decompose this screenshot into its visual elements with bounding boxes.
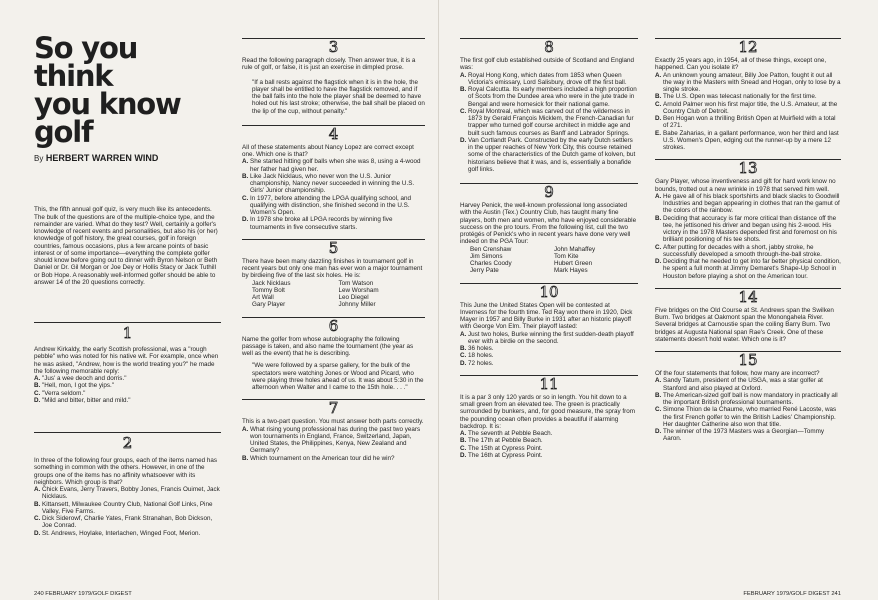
name-list-item: Tommy Bolt: [252, 286, 285, 294]
name-list-item: Jack Nicklaus: [252, 279, 291, 287]
answer-options: [460, 430, 638, 459]
answer-options: [34, 375, 221, 404]
answer-option: A. He gave all of his black sportshirts and black slacks to Goodwill Industries and began appearing in clothes that ran the gamut of the colors of the rainbow.: [655, 192, 840, 215]
column-2: [242, 38, 425, 462]
answer-option: A. Royal Hong Kong, which dates from 1853 when Queen Victoria's emissary, Lord Salisbury, drove off the first ball.: [460, 71, 627, 86]
title-line-2: you know golf: [34, 87, 181, 149]
answer-option: A. "Jus' a wee deoch and dorris.": [34, 375, 127, 382]
question-7: [242, 399, 425, 462]
page-folio-left: 240 FEBRUARY 1979/GOLF DIGEST: [34, 591, 132, 597]
answer-option: C. Dick Siderowf, Charlie Yates, Frank Stranahan, Bob Dickson, Joe Conrad.: [34, 515, 213, 530]
section-rule: [34, 322, 221, 323]
question-quote: "If a ball rests against the flagstick when it is in the hole, the player shall be entitled to have the flagstick removed, and if the ball falls into the hole the player shall be deemed to have holed out his last stroke; otherwise, the ball shall be placed on the lip of the cup, without penalty.": [252, 78, 425, 115]
question-text: There have been many dazzling finishes in tournament golf in recent years but only one man has ever won a major tournament by birdieing five of the last six holes. He is:: [242, 257, 423, 280]
name-list-item: Tom Watson: [338, 279, 374, 287]
question-text: All of these statements about Nancy Lopez are correct except one. Which one is that?: [242, 143, 414, 158]
name-list-item: Mark Hayes: [554, 267, 588, 275]
question-text: This June the United States Open will be contested at Inverness for the fourth time. Ted Ray won there in 1920, Dick Mayer in 1957 and Billy Burke in 1931 after an historic playoff with George Von Elm. Their playoff lasted:: [460, 301, 633, 331]
column-4: [655, 38, 841, 443]
page-gutter: [438, 0, 439, 600]
answer-option: A. Just two holes, Burke winning the first sudden-death playoff ever with a birdie on the second.: [460, 330, 634, 345]
answer-option: A. Sandy Tatum, president of the USGA, was a star golfer at Stanford and also played at Oxford.: [655, 377, 823, 392]
question-6: [242, 317, 425, 392]
answer-options: [242, 426, 425, 462]
question-11: [460, 375, 638, 459]
answer-option: C. Arnold Palmer won his first major title, the U.S. Amateur, at the Country Club of Detroit.: [655, 100, 838, 115]
name-list-item: Art Wall: [252, 294, 274, 301]
article-title: [34, 0, 221, 149]
answer-option: C. Simone Thion de la Chaume, who married René Lacoste, was the first French golfer to win the British Ladies' Championship. Her daughter Catherine also won that title.: [655, 406, 837, 428]
question-number: 12: [738, 38, 758, 56]
answer-option: A. An unknown young amateur, Billy Joe Patton, fought it out all the way in the Masters with Snead and Hogan, only to lose by a single stroke.: [655, 71, 841, 93]
answer-option: B. The 17th at Pebble Beach.: [460, 437, 543, 445]
question-4: [242, 125, 425, 231]
question-10: [460, 283, 638, 367]
question-number: 7: [328, 399, 339, 418]
question-text: Exactly 25 years ago, in 1954, all of these things, except one, happened. Can you isolate it?: [655, 57, 827, 72]
question-text: In three of the following four groups, each of the items named has something in common with the others. However, in one of the groups one of the items has no affinity whatsoever with its neighbors. Which group is that?: [34, 457, 218, 486]
answer-option: A. What rising young professional has during the past two years won tournaments in England, France, Switzerland, Japan, United States, the Philippines, Kenya, New Zealand and Germany?: [242, 425, 421, 455]
question-3: [242, 38, 425, 115]
name-list-item: Gary Player: [252, 301, 286, 309]
answer-options: [655, 193, 841, 280]
answer-option: C. In 1977, before attending the LPGA qualifying school, and qualifying with distinction, she finished second in the U.S. Women's Open.: [242, 194, 412, 216]
answer-option: B. 36 holes.: [460, 345, 494, 352]
answer-option: B. The American-sized golf ball is now mandatory in practically all the important British professional tournaments.: [655, 391, 838, 406]
question-text: Five bridges on the Old Course at St. Andrews span the Swilken Burn. Two bridges at Oakmont span the Monongahela River. Several bridges at Carnoustie span the coiling Barry Burn. Two bridges at Augusta National span Rae's Creek. One of these statements doesn't hold water. Which one is it?: [655, 306, 834, 343]
name-list-item: Leo Diegel: [338, 294, 369, 301]
question-8: [460, 38, 638, 173]
question-15: [655, 351, 841, 443]
section-rule: [34, 432, 221, 433]
answer-options: [460, 331, 638, 367]
answer-option: B. Kittansett, Milwaukee Country Club, National Golf Links, Pine Valley, Five Farms.: [34, 500, 213, 515]
answer-option: D. Deciding that he needed to get into far better physical condition, he spent a full month at Jimmy Demaret's Shape-Up School in Houston before playing a shot on the American tour.: [655, 258, 841, 280]
byline: [34, 155, 221, 162]
question-text: Read the following paragraph closely. Then answer true, it is a rule of golf, or false, it is just an exercise in dimpled prose.: [242, 57, 416, 72]
answer-option: A. The seventh at Pebble Beach.: [460, 430, 553, 437]
answer-option: A. Chick Evans, Jerry Travers, Bobby Jones, Francis Ouimet, Jack Nicklaus.: [34, 486, 220, 501]
question-number: 4: [328, 124, 339, 143]
question-number: 3: [328, 38, 339, 56]
page-folio-right: FEBRUARY 1979/GOLF DIGEST 241: [743, 591, 841, 597]
question-number: 2: [122, 434, 133, 452]
name-list: [460, 246, 638, 275]
author-name: HERBERT WARREN WIND: [45, 153, 159, 163]
question-number: 1: [122, 324, 133, 342]
answer-options: [242, 158, 425, 231]
answer-option: D. St. Andrews, Hoylake, Interlachen, Winged Foot, Merion.: [34, 529, 201, 537]
name-list-item: Lew Worsham: [338, 286, 379, 294]
answer-option: A. She started hitting golf balls when she was 8, using a 4-wood her father had given her.: [242, 158, 421, 173]
answer-option: E. Babe Zaharias, in a gallant performance, won her third and last U.S. Women's Open, edging out the runner-up by a mere 12 strokes.: [655, 129, 839, 151]
question-number: 8: [544, 38, 554, 56]
answer-option: B. Like Jack Nicklaus, who never won the U.S. Junior championship, Nancy never succeeded in winning the U.S. Girls' Junior championship.: [242, 172, 415, 195]
answer-option: D. 72 holes.: [460, 359, 494, 367]
answer-option: C. Royal Montreal, which was carved out of the wilderness in 1873 by Gerald François Micklem, the French-Canadian fur trapper who turned golf course architect in middle age and built such famous courses as Banff and Labrador Springs.: [460, 107, 634, 137]
question-1: [34, 322, 221, 404]
title-line-1: So you think: [34, 31, 138, 93]
answer-option: D. In 1978 she broke all LPGA records by winning five tournaments in five consecutive starts.: [242, 216, 393, 231]
name-list-item: Jerry Pate: [470, 267, 499, 275]
answer-option: C. 18 holes.: [460, 352, 494, 360]
question-quote: "We were followed by a sparse gallery, for the bulk of the spectators were watching Jones or Wood and Picard, who were playing three holes ahead of us. It was about 5:30 in the afternoon when Walter and I came to the 15th hole. . . .": [252, 362, 424, 391]
question-text: This is a two-part question. You must answer both parts correctly.: [242, 418, 424, 426]
name-list-item: Jim Simons: [470, 252, 503, 260]
answer-options: [34, 486, 221, 537]
question-text: Andrew Kirkaldy, the early Scottish professional, was a "rough pebble" who was noted for his native wit. For example, once when he was asked, "Andrew, how is the world treating you?" he made the following memorable reply:: [34, 346, 219, 375]
column-3: [460, 38, 638, 459]
name-list-item: Johnny Miller: [338, 301, 376, 309]
name-list-item: Charles Coody: [470, 260, 512, 267]
byline-prefix: By: [34, 154, 44, 163]
question-text: Of the four statements that follow, how many are incorrect?: [655, 370, 820, 377]
question-text: It is a par 3 only 120 yards or so in length. You hit down to a small green from an elevated tee. The green is practically surrounded by bunkers, and, for good measure, the spray from the pounding ocean often provides a beautiful if alarming backdrop. It is:: [460, 393, 636, 430]
question-number: 10: [539, 282, 559, 301]
answer-options: [655, 377, 841, 442]
answer-option: C. "Verra seldom.": [34, 389, 86, 397]
question-2: [34, 432, 221, 537]
name-list-item: Tom Kite: [554, 252, 579, 260]
question-number: 9: [544, 183, 554, 201]
answer-options: [655, 72, 841, 152]
question-number: 11: [539, 374, 559, 393]
question-text: Harvey Penick, the well-known professional long associated with the Austin (Tex.) Country Club, has taught many fine players, both men and women, who have enjoyed considerable success on the pro tours. From the following list, cull the two protégés of Penick's who in recent years have done very well indeed on the PGA Tour:: [460, 202, 637, 246]
name-list-item: John Mahaffey: [554, 245, 596, 253]
question-13: [655, 159, 841, 280]
answer-option: D. The 16th at Cypress Point.: [460, 451, 543, 459]
name-list-item: Ben Crenshaw: [470, 245, 512, 253]
answer-option: B. Which tournament on the American tour did he win?: [242, 454, 395, 462]
intro-paragraph: This, the fifth annual golf quiz, is very much like its antecedents. The bulk of the questions are of the multiple-choice type, and the remainder are varied. What do they test? Well, certainly a golfer's knowledge of recent events and personalities, but also his (or her) knowledge of golf history, the great courses, golf in foreign countries, famous occasions, plus a few arcane points of basic interest or of some importance—everything the complete golfer should know before going out to dinner with Byron Nelson or Beth Daniel or Dr. Gil Morgan or Joe Dey or Hollis Stacy or Jack Tuthill or Bob Hope. A reasonably well-informed golfer should be able to answer 14 of the 20 questions correctly.: [34, 206, 218, 286]
question-number: 13: [738, 159, 758, 178]
question-text: Gary Player, whose inventiveness and gift for hard work know no bounds, trotted out a new wrinkle in 1978 that served him well.: [655, 178, 836, 193]
question-number: 5: [328, 238, 339, 257]
question-5: [242, 239, 425, 309]
name-list-item: Hubert Green: [554, 260, 593, 267]
answer-option: D. Ben Hogan won a thrilling British Open at Muirfield with a total of 271.: [655, 115, 836, 130]
question-text: Name the golfer from whose autobiography the following passage is taken, and also name the tournament (the year as well as the event) that he is describing.: [242, 335, 414, 357]
answer-option: C. The 15th at Cypress Point.: [460, 444, 543, 452]
question-number: 15: [738, 351, 758, 369]
answer-option: D. "Mild and bitter, bitter and mild.": [34, 396, 131, 404]
name-list: [242, 280, 425, 309]
answer-option: B. Deciding that accuracy is far more critical than distance off the tee, he jettisoned his driver and began using his 2-wood. His victory in the 1978 Masters depended first and foremost on his brilliant positioning of his tee shots.: [655, 214, 837, 244]
question-number: 14: [738, 287, 758, 306]
answer-options: [460, 72, 638, 174]
question-text: The first golf club established outside of Scotland and England was:: [460, 57, 634, 72]
column-1: [34, 0, 221, 537]
answer-option: D. Van Cortlandt Park. Constructed by the early Dutch settlers in the upper reaches of New York City, this course retained some of the characteristics of the Dutch game of kolven, but historians believe that it was, and is, essentially a bonafide golf links.: [460, 136, 636, 173]
question-12: [655, 38, 841, 151]
answer-option: B. Royal Calcutta. Its early members included a high proportion of Scots from the Dundee area who were in the jute trade in Bengal and were homesick for their national game.: [460, 86, 637, 108]
question-9: [460, 183, 638, 275]
answer-option: D. The winner of the 1973 Masters was a Georgian—Tommy Aaron.: [655, 428, 824, 443]
answer-option: B. "Hell, mon, I got the yips.": [34, 382, 115, 390]
answer-option: C. After putting for decades with a short, jabby stroke, he successfully developed a smooth through-the-ball stroke.: [655, 243, 822, 258]
question-number: 6: [328, 316, 339, 335]
question-14: [655, 288, 841, 343]
answer-option: B. The U.S. Open was telecast nationally for the first time.: [655, 93, 817, 101]
